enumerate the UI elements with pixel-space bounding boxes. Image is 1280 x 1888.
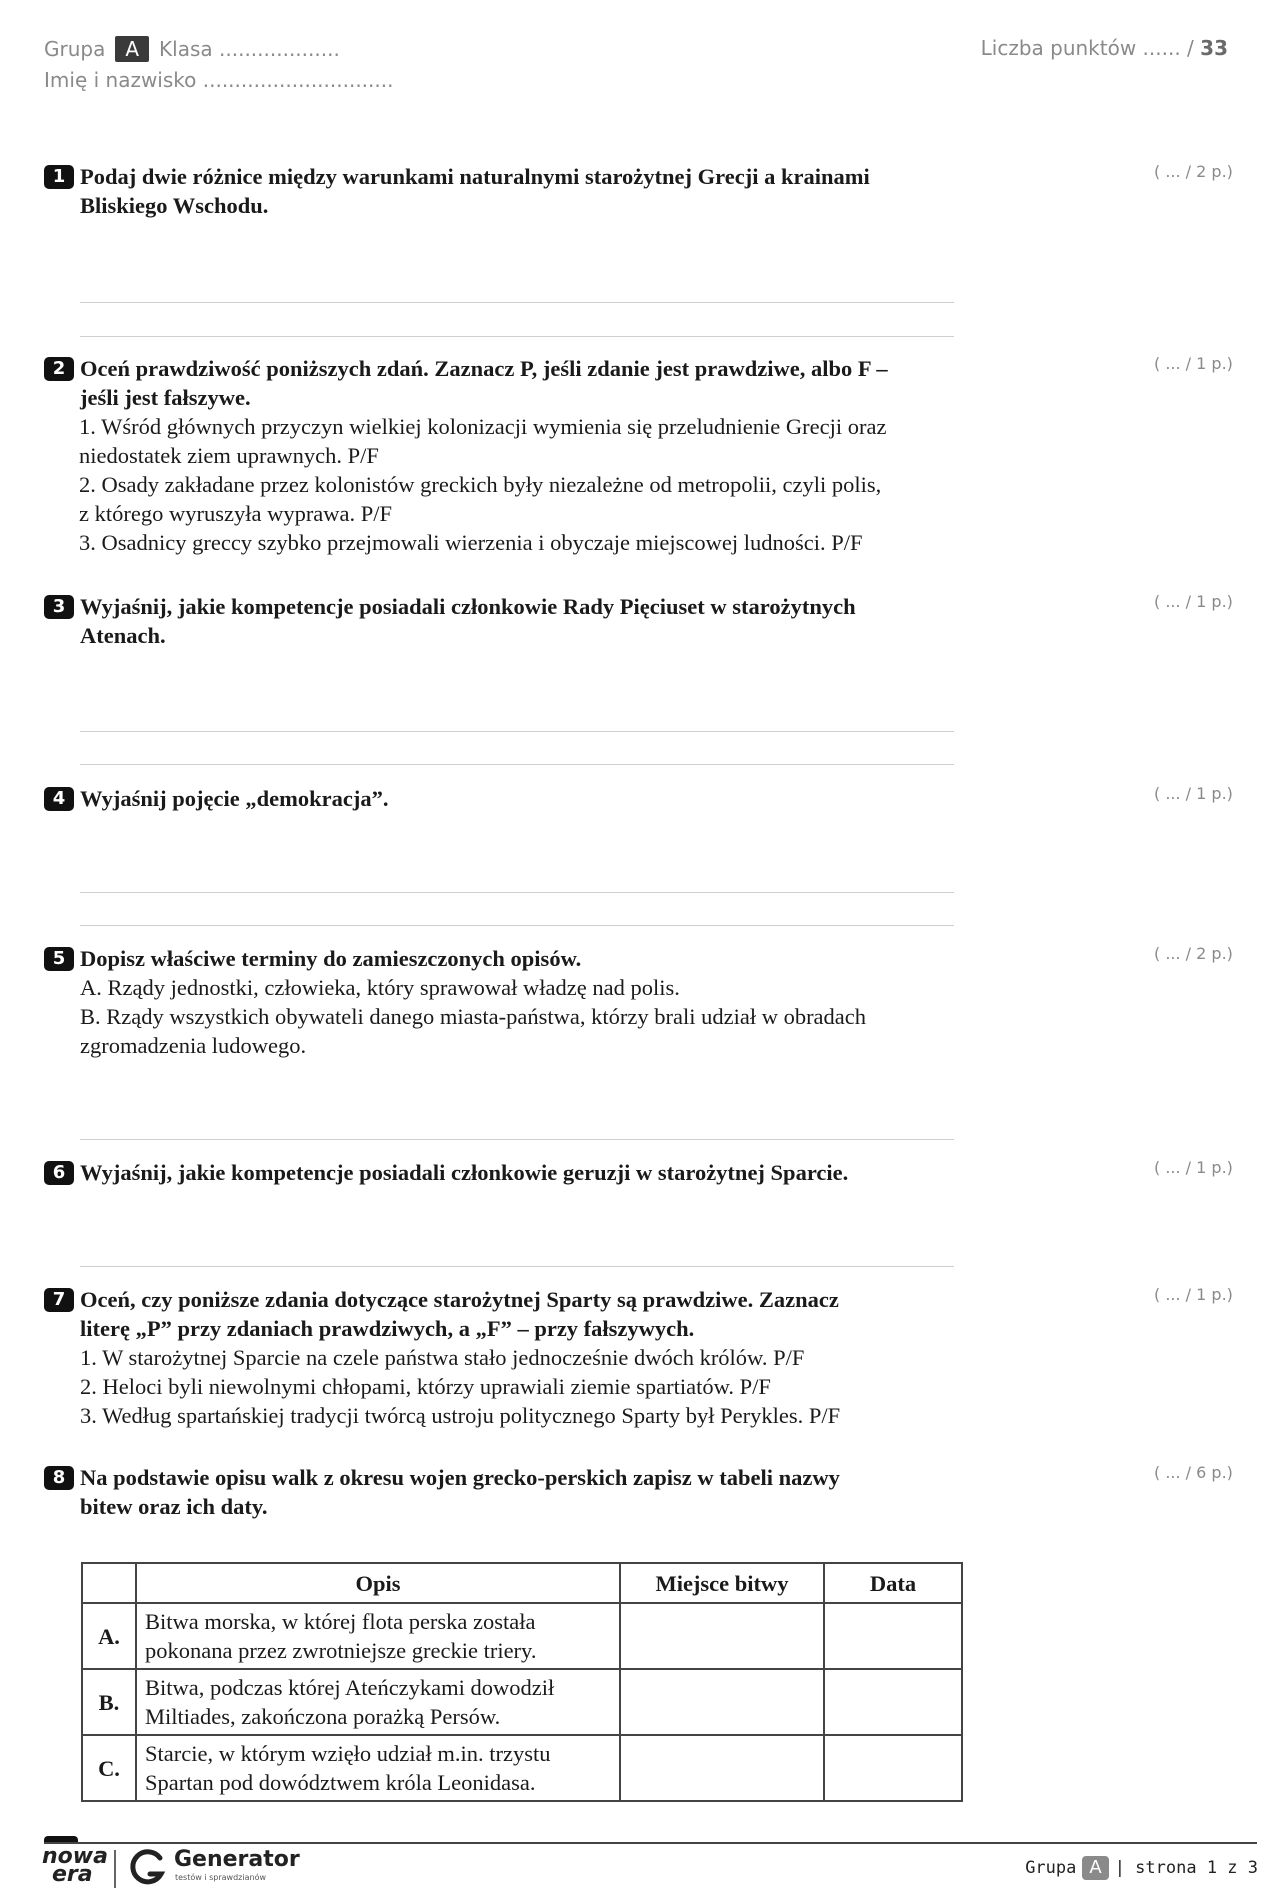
task-2 <box>44 354 1234 557</box>
table-header-cell <box>82 1563 136 1603</box>
task-title-line: Na podstawie opisu walk z okresu wojen grecko-perskich zapisz w tabeli nazwy <box>80 1465 840 1490</box>
description-line: pokonana przez zwrotniejsze greckie triery. <box>145 1638 537 1663</box>
row-label: B. <box>82 1669 136 1735</box>
task-points: ( ... / 1 p.) <box>1154 1285 1233 1304</box>
task-title-line: Atenach. <box>80 623 166 648</box>
task-text-line: 1. Wśród głównych przyczyn wielkiej kolonizacji wymienia się przeludnienie Grecji oraz <box>79 414 887 439</box>
place-cell[interactable] <box>620 1735 824 1801</box>
group-badge: A <box>115 36 149 62</box>
logo-separator <box>114 1850 116 1888</box>
battles-table <box>81 1562 963 1802</box>
task-points: ( ... / 2 p.) <box>1154 162 1233 181</box>
footer-page-info <box>1025 1856 1258 1880</box>
task-number: 4 <box>44 787 74 811</box>
task-text-line: 3. Według spartańskiej tradycji twórcą ustroju politycznego Sparty był Perykles. P/F <box>80 1403 841 1428</box>
footer-divider <box>44 1842 1257 1844</box>
task-text-line: 1. W starożytnej Sparcie na czele państwa stało jednocześnie dwóch królów. P/F <box>80 1345 805 1370</box>
task-number: 7 <box>44 1288 74 1312</box>
task-number: 1 <box>44 165 74 189</box>
task-3 <box>44 592 1234 650</box>
date-cell[interactable] <box>824 1603 962 1669</box>
task-number: 2 <box>44 357 74 381</box>
page-number: | strona 1 z 3 <box>1114 1858 1258 1878</box>
task-8 <box>44 1463 1234 1521</box>
task-title-line: literę „P” przy zdaniach prawdziwych, a „F” – przy fałszywych. <box>80 1316 695 1341</box>
task-text-line: A. Rządy jednostki, człowieka, który sprawował władzę nad polis. <box>80 975 680 1000</box>
date-cell[interactable] <box>824 1669 962 1735</box>
description-line: Bitwa morska, w której flota perska została <box>145 1609 536 1634</box>
generator-logo-text: Generator <box>174 1847 300 1872</box>
answer-line[interactable] <box>80 302 954 303</box>
task-title-line: bitew oraz ich daty. <box>80 1494 268 1519</box>
task-points: ( ... / 1 p.) <box>1154 1158 1233 1177</box>
task-title-line: Wyjaśnij, jakie kompetencje posiadali członkowie Rady Pięciuset w starożytnych <box>80 594 856 619</box>
nowa-era-logo <box>42 1844 108 1887</box>
class-label: Klasa ................... <box>159 37 340 61</box>
task-number: 3 <box>44 595 74 619</box>
task-5 <box>44 944 1234 1060</box>
task-text-line: z którego wyruszyła wyprawa. P/F <box>79 501 393 526</box>
task-points: ( ... / 2 p.) <box>1154 944 1233 963</box>
task-text-line: 2. Heloci byli niewolnymi chłopami, którzy uprawiali ziemie spartiatów. P/F <box>80 1374 771 1399</box>
task-text-line: 3. Osadnicy greccy szybko przejmowali wierzenia i obyczaje miejscowej ludności. P/F <box>79 530 863 555</box>
task-text-line: zgromadzenia ludowego. <box>80 1033 307 1058</box>
logo-nowa-text: nowa <box>42 1844 108 1869</box>
task-6 <box>44 1158 1234 1187</box>
place-cell[interactable] <box>620 1669 824 1735</box>
task-number: 5 <box>44 947 74 971</box>
logo-era-text: era <box>52 1862 93 1887</box>
task-title-line: Podaj dwie różnice między warunkami naturalnymi starożytnej Grecji a krainami <box>80 164 870 189</box>
task-1 <box>44 162 1234 220</box>
task-title-line: Oceń, czy poniższe zdania dotyczące starożytnej Sparty są prawdziwe. Zaznacz <box>80 1287 839 1312</box>
task-number: 6 <box>44 1161 74 1185</box>
footer-group-label: Grupa <box>1025 1858 1077 1878</box>
row-label: C. <box>82 1735 136 1801</box>
description-line: Spartan pod dowództwem króla Leonidasa. <box>145 1770 536 1795</box>
table-header-cell: Miejsce bitwy <box>620 1563 824 1603</box>
group-label: Grupa <box>44 37 106 61</box>
answer-line[interactable] <box>80 892 954 893</box>
task-points: ( ... / 6 p.) <box>1154 1463 1233 1482</box>
points-max: 33 <box>1200 36 1228 60</box>
answer-line[interactable] <box>80 925 954 926</box>
answer-line[interactable] <box>80 336 954 337</box>
task-points: ( ... / 1 p.) <box>1154 784 1233 803</box>
date-cell[interactable] <box>824 1735 962 1801</box>
task-title-line: Bliskiego Wschodu. <box>80 193 269 218</box>
task-text-line: 2. Osady zakładane przez kolonistów greckich były niezależne od metropolii, czyli polis, <box>79 472 882 497</box>
task-7 <box>44 1285 1234 1430</box>
place-cell[interactable] <box>620 1603 824 1669</box>
table-row <box>82 1603 962 1669</box>
header-group-row <box>44 36 340 62</box>
answer-line[interactable] <box>80 764 954 765</box>
task-title-line: Dopisz właściwe terminy do zamieszczonych opisów. <box>80 946 582 971</box>
task-points: ( ... / 1 p.) <box>1154 592 1233 611</box>
row-description <box>136 1603 620 1669</box>
answer-line[interactable] <box>80 731 954 732</box>
task-number: 8 <box>44 1466 74 1490</box>
task-title-line: Oceń prawdziwość poniższych zdań. Zaznacz P, jeśli zdanie jest prawdziwe, albo F – <box>80 356 888 381</box>
points-label: Liczba punktów ...... / <box>980 36 1194 60</box>
task-text-line: B. Rządy wszystkich obywateli danego miasta-państwa, którzy brali udział w obradach <box>80 1004 867 1029</box>
table-header-cell: Opis <box>136 1563 620 1603</box>
task-title-line: Wyjaśnij pojęcie „demokracja”. <box>80 786 389 811</box>
answer-line[interactable] <box>80 1266 954 1267</box>
total-points <box>981 36 1228 60</box>
footer-group-badge: A <box>1082 1856 1108 1880</box>
name-label: Imię i nazwisko .............................. <box>44 68 394 92</box>
task-points: ( ... / 1 p.) <box>1154 354 1233 373</box>
table-row <box>82 1669 962 1735</box>
answer-line[interactable] <box>80 1139 954 1140</box>
task-title-line: Wyjaśnij, jakie kompetencje posiadali członkowie geruzji w starożytnej Sparcie. <box>80 1160 849 1185</box>
row-description <box>136 1669 620 1735</box>
row-label: A. <box>82 1603 136 1669</box>
table-header-cell: Data <box>824 1563 962 1603</box>
description-line: Miltiades, zakończona porażką Persów. <box>145 1704 501 1729</box>
task-4 <box>44 784 1234 813</box>
generator-g-icon <box>128 1848 168 1888</box>
table-row <box>82 1735 962 1801</box>
generator-subtitle: testów i sprawdzianów <box>175 1873 266 1882</box>
table-header-row <box>82 1563 962 1603</box>
task-text-line: niedostatek ziem uprawnych. P/F <box>79 443 379 468</box>
row-description <box>136 1735 620 1801</box>
description-line: Starcie, w którym wzięło udział m.in. trzystu <box>145 1741 551 1766</box>
description-line: Bitwa, podczas której Ateńczykami dowodził <box>145 1675 555 1700</box>
task-title-line: jeśli jest fałszywe. <box>80 385 251 410</box>
